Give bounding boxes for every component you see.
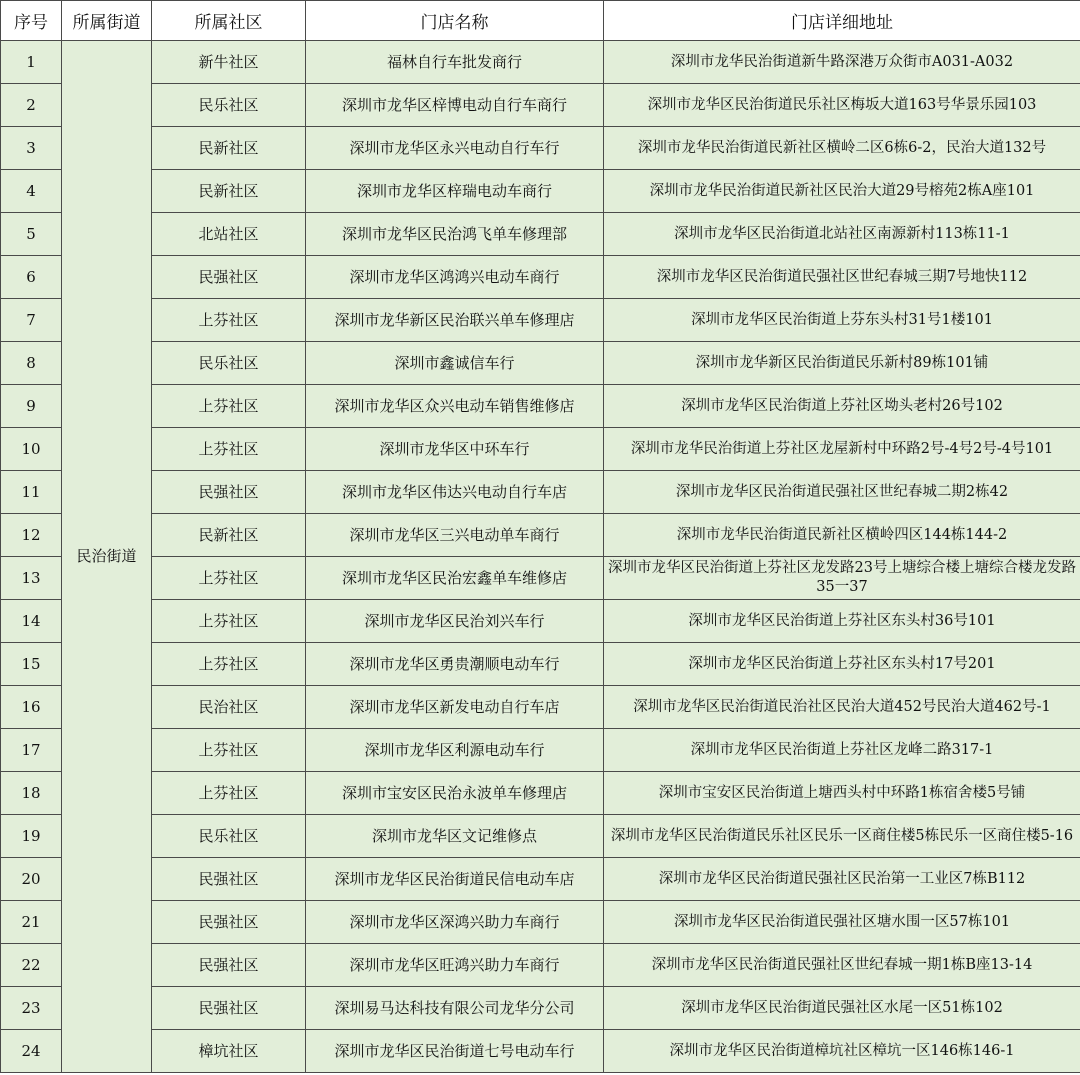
community-cell: 民治社区: [152, 686, 306, 729]
table-row: [1, 170, 1080, 213]
community-cell: 樟坑社区: [152, 1030, 306, 1073]
row-index: 22: [1, 944, 62, 987]
address-cell: 深圳市龙华区民治街道民治社区民治大道452号民治大道462号-1: [604, 686, 1080, 729]
table-row: [1, 471, 1080, 514]
address-cell: 深圳市龙华民治街道民新社区民治大道29号榕苑2栋A座101: [604, 170, 1080, 213]
row-index: 10: [1, 428, 62, 471]
header-index: 序号: [1, 1, 62, 41]
row-index: 23: [1, 987, 62, 1030]
address-cell: 深圳市龙华区民治街道民强社区世纪春城三期7号地快112: [604, 256, 1080, 299]
row-index: 3: [1, 127, 62, 170]
address-cell: 深圳市龙华区民治街道民强社区水尾一区51栋102: [604, 987, 1080, 1030]
table-row: [1, 428, 1080, 471]
store-name-cell: 深圳市宝安区民治永波单车修理店: [306, 772, 604, 815]
row-index: 7: [1, 299, 62, 342]
store-name-cell: 深圳市鑫诚信车行: [306, 342, 604, 385]
table-row: [1, 557, 1080, 600]
address-cell: 深圳市龙华区民治街道北站社区南源新村113栋11-1: [604, 213, 1080, 256]
store-name-cell: 深圳易马达科技有限公司龙华分公司: [306, 987, 604, 1030]
row-index: 19: [1, 815, 62, 858]
address-cell: 深圳市龙华区民治街道民强社区民治第一工业区7栋B112: [604, 858, 1080, 901]
store-name-cell: 深圳市龙华区利源电动车行: [306, 729, 604, 772]
table-row: [1, 686, 1080, 729]
table-row: [1, 127, 1080, 170]
community-cell: 上芬社区: [152, 557, 306, 600]
store-name-cell: 深圳市龙华区中环车行: [306, 428, 604, 471]
table-row: [1, 944, 1080, 987]
community-cell: 民新社区: [152, 170, 306, 213]
community-cell: 新牛社区: [152, 41, 306, 84]
store-name-cell: 深圳市龙华区旺鸿兴助力车商行: [306, 944, 604, 987]
table-row: [1, 643, 1080, 686]
row-index: 21: [1, 901, 62, 944]
store-name-cell: 深圳市龙华新区民治联兴单车修理店: [306, 299, 604, 342]
address-cell: 深圳市龙华区民治街道上芬社区龙峰二路317-1: [604, 729, 1080, 772]
address-cell: 深圳市龙华区民治街道上芬社区东头村17号201: [604, 643, 1080, 686]
row-index: 6: [1, 256, 62, 299]
table-row: [1, 987, 1080, 1030]
row-index: 14: [1, 600, 62, 643]
community-cell: 北站社区: [152, 213, 306, 256]
store-name-cell: 深圳市龙华区民治鸿飞单车修理部: [306, 213, 604, 256]
store-name-cell: 深圳市龙华区民治街道七号电动车行: [306, 1030, 604, 1073]
table-row: [1, 815, 1080, 858]
address-cell: 深圳市龙华区民治街道上芬社区坳头老村26号102: [604, 385, 1080, 428]
table-row: [1, 256, 1080, 299]
address-cell: 深圳市龙华区民治街道民乐社区民乐一区商住楼5栋民乐一区商住楼5-16: [604, 815, 1080, 858]
store-name-cell: 深圳市龙华区众兴电动车销售维修店: [306, 385, 604, 428]
community-cell: 上芬社区: [152, 385, 306, 428]
table-row: [1, 514, 1080, 557]
header-street: 所属街道: [62, 1, 152, 41]
row-index: 24: [1, 1030, 62, 1073]
row-index: 5: [1, 213, 62, 256]
store-name-cell: 深圳市龙华区永兴电动自行车行: [306, 127, 604, 170]
address-cell: 深圳市龙华区民治街道民强社区塘水围一区57栋101: [604, 901, 1080, 944]
community-cell: 民强社区: [152, 901, 306, 944]
row-index: 18: [1, 772, 62, 815]
store-name-cell: 深圳市龙华区文记维修点: [306, 815, 604, 858]
row-index: 4: [1, 170, 62, 213]
row-index: 8: [1, 342, 62, 385]
table-row: [1, 600, 1080, 643]
community-cell: 民乐社区: [152, 815, 306, 858]
store-name-cell: 福林自行车批发商行: [306, 41, 604, 84]
address-cell: 深圳市龙华区民治街道上芬社区东头村36号101: [604, 600, 1080, 643]
address-cell: 深圳市宝安区民治街道上塘西头村中环路1栋宿舍楼5号铺: [604, 772, 1080, 815]
community-cell: 上芬社区: [152, 299, 306, 342]
table-row: [1, 213, 1080, 256]
row-index: 16: [1, 686, 62, 729]
store-name-cell: 深圳市龙华区深鸿兴助力车商行: [306, 901, 604, 944]
address-cell: 深圳市龙华新区民治街道民乐新村89栋101铺: [604, 342, 1080, 385]
community-cell: 民强社区: [152, 987, 306, 1030]
table-row: [1, 84, 1080, 127]
store-name-cell: 深圳市龙华区民治刘兴车行: [306, 600, 604, 643]
community-cell: 民强社区: [152, 471, 306, 514]
row-index: 20: [1, 858, 62, 901]
row-index: 11: [1, 471, 62, 514]
table-row: [1, 729, 1080, 772]
address-cell: 深圳市龙华民治街道上芬社区龙屋新村中环路2号-4号2号-4号101: [604, 428, 1080, 471]
row-index: 9: [1, 385, 62, 428]
store-name-cell: 深圳市龙华区鸿鸿兴电动车商行: [306, 256, 604, 299]
community-cell: 上芬社区: [152, 729, 306, 772]
community-cell: 上芬社区: [152, 600, 306, 643]
row-index: 17: [1, 729, 62, 772]
community-cell: 民乐社区: [152, 84, 306, 127]
row-index: 2: [1, 84, 62, 127]
address-cell: 深圳市龙华区民治街道民乐社区梅坂大道163号华景乐园103: [604, 84, 1080, 127]
address-cell: 深圳市龙华民治街道新牛路深港万众街市A031-A032: [604, 41, 1080, 84]
row-index: 12: [1, 514, 62, 557]
address-cell: 深圳市龙华民治街道民新社区横岭二区6栋6-2，民治大道132号: [604, 127, 1080, 170]
table-row: [1, 1030, 1080, 1073]
header-address: 门店详细地址: [604, 1, 1080, 41]
address-cell: 深圳市龙华区民治街道樟坑社区樟坑一区146栋146-1: [604, 1030, 1080, 1073]
community-cell: 民乐社区: [152, 342, 306, 385]
store-name-cell: 深圳市龙华区伟达兴电动自行车店: [306, 471, 604, 514]
community-cell: 民新社区: [152, 514, 306, 557]
header-store-name: 门店名称: [306, 1, 604, 41]
table-row: [1, 858, 1080, 901]
row-index: 15: [1, 643, 62, 686]
address-cell: 深圳市龙华区民治街道上芬社区龙发路23号上塘综合楼上塘综合楼龙发路35一37: [604, 557, 1080, 600]
table-row: [1, 385, 1080, 428]
community-cell: 上芬社区: [152, 772, 306, 815]
store-name-cell: 深圳市龙华区民治宏鑫单车维修店: [306, 557, 604, 600]
header-row: [1, 1, 1080, 41]
community-cell: 民强社区: [152, 256, 306, 299]
store-name-cell: 深圳市龙华区民治街道民信电动车店: [306, 858, 604, 901]
store-name-cell: 深圳市龙华区新发电动自行车店: [306, 686, 604, 729]
community-cell: 上芬社区: [152, 428, 306, 471]
table-body: [1, 41, 1080, 1073]
community-cell: 民强社区: [152, 944, 306, 987]
store-name-cell: 深圳市龙华区三兴电动单车商行: [306, 514, 604, 557]
community-cell: 上芬社区: [152, 643, 306, 686]
address-cell: 深圳市龙华区民治街道民强社区世纪春城一期1栋B座13-14: [604, 944, 1080, 987]
address-cell: 深圳市龙华区民治街道民强社区世纪春城二期2栋42: [604, 471, 1080, 514]
table-row: [1, 41, 1080, 84]
table-row: [1, 299, 1080, 342]
table-row: [1, 342, 1080, 385]
table-row: [1, 901, 1080, 944]
row-index: 1: [1, 41, 62, 84]
community-cell: 民强社区: [152, 858, 306, 901]
row-index: 13: [1, 557, 62, 600]
table-row: [1, 772, 1080, 815]
header-community: 所属社区: [152, 1, 306, 41]
address-cell: 深圳市龙华民治街道民新社区横岭四区144栋144-2: [604, 514, 1080, 557]
address-cell: 深圳市龙华区民治街道上芬东头村31号1楼101: [604, 299, 1080, 342]
store-name-cell: 深圳市龙华区梓瑞电动车商行: [306, 170, 604, 213]
street-cell: 民治街道: [62, 41, 152, 1073]
store-name-cell: 深圳市龙华区梓博电动自行车商行: [306, 84, 604, 127]
community-cell: 民新社区: [152, 127, 306, 170]
store-name-cell: 深圳市龙华区勇贵潮顺电动车行: [306, 643, 604, 686]
